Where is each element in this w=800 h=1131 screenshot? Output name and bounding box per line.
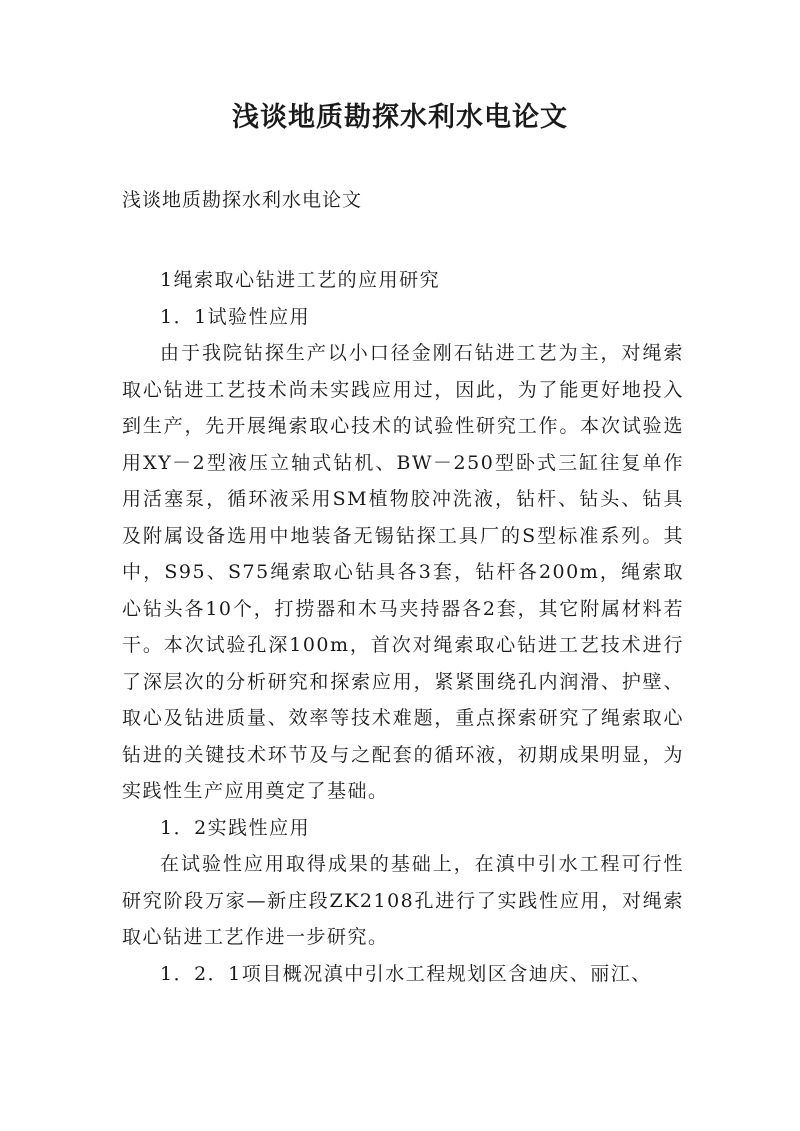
document-body [122, 262, 684, 992]
body-paragraph: 在试验性应用取得成果的基础上，在滇中引水工程可行性研究阶段万家—新庄段ZK2108孔进行了实践性应用，对绳索取心钻进工艺作进一步研究。 [122, 853, 684, 948]
body-paragraph: 由于我院钻探生产以小口径金刚石钻进工艺为主，对绳索取心钻进工艺技术尚未实践应用过，因此，为了能更好地投入到生产，先开展绳索取心技术的试验性研究工作。本次试验选用XY－2型液压立轴式钻机、BW－250型卧式三缸往复单作用活塞泵，循环液采用SM植物胶冲洗液，钻杆、钻头、钻具及附属设备选用中地装备无锡钻探工具厂的S型标准系列。其中，S95、S75绳索取心钻具各3套，钻杆各200m，绳索取心钻头各10个，打捞器和木马夹持器各2套，其它附属材料若干。本次试验孔深100m，首次对绳索取心钻进工艺技术进行了深层次的分析研究和探索应用，紧紧围绕孔内润滑、护壁、取心及钻进质量、效率等技术难题，重点探索研究了绳索取心钻进的关键技术环节及与之配套的循环液，初期成果明显，为实践性生产应用奠定了基础。 [122, 342, 684, 802]
subsection-heading: 1．1试验性应用 [160, 305, 311, 328]
subsection-heading: 1．2实践性应用 [160, 816, 311, 839]
document-subtitle: 浅谈地质勘探水利水电论文 [122, 189, 363, 211]
document-title: 浅谈地质勘探水利水电论文 [232, 102, 568, 133]
section-heading: 1绳索取心钻进工艺的应用研究 [160, 269, 441, 291]
body-paragraph: 1．2．1项目概况滇中引水工程规划区含迪庆、丽江、 [160, 962, 652, 985]
